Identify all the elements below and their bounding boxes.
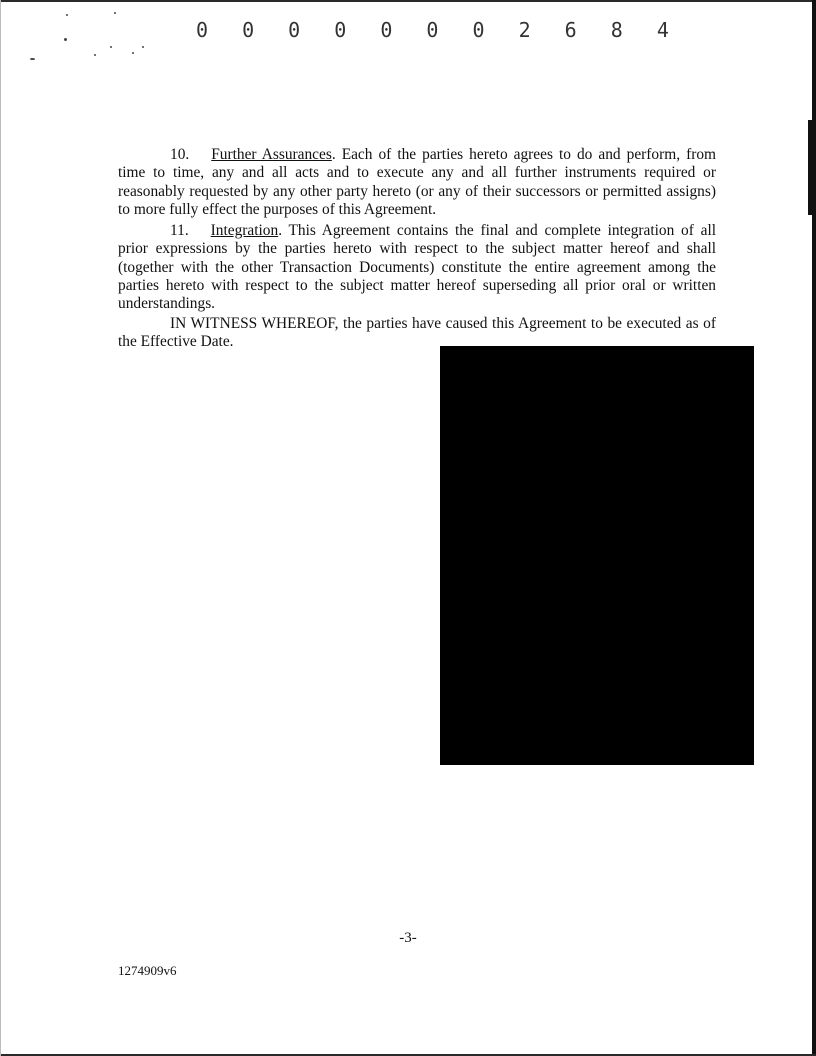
scan-speck	[110, 46, 112, 48]
scan-speck	[142, 46, 144, 48]
section-body: . Each of the parties hereto agrees to do and perform, from time to time, any and all acts and to execute any and all further instruments required or reasonably requested by any other party hereto (or any of their successors or permitted assigns) to more fully effect the purposes of this Agreement.	[118, 146, 716, 218]
section-number: 10.	[170, 146, 190, 163]
page-number: -3-	[399, 930, 417, 946]
section-integration	[118, 222, 716, 313]
section-further-assurances	[118, 146, 716, 219]
scan-edge-right-notch	[808, 120, 812, 215]
scan-speck	[64, 38, 67, 41]
scan-speck	[132, 52, 134, 54]
scan-edge-left	[0, 0, 1, 1056]
redaction-block	[440, 346, 754, 765]
scan-edge-right	[812, 0, 816, 1056]
document-id: 1274909v6	[118, 963, 177, 978]
scan-edge-top	[0, 0, 816, 2]
scan-speck	[66, 14, 68, 16]
section-number: 11.	[170, 222, 189, 239]
scan-speck	[30, 58, 35, 60]
section-heading: Integration	[210, 222, 279, 239]
bates-number: 0 0 0 0 0 0 0 2 6 8 4	[196, 18, 680, 42]
section-heading: Further Assurances	[211, 146, 332, 163]
scan-speck	[94, 54, 96, 56]
witness-text: IN WITNESS WHEREOF, the parties have caused this Agreement to be executed as of the Effective Date.	[118, 315, 716, 351]
section-body: . This Agreement contains the final and complete integration of all prior expressions by the parties hereto with respect to the subject matter hereof and shall (together with the other Transaction Documents) constitute the entire agreement among the parties hereto with respect to the subject matter hereof superseding all prior oral or written understandings.	[118, 222, 716, 313]
scan-speck	[114, 12, 116, 14]
